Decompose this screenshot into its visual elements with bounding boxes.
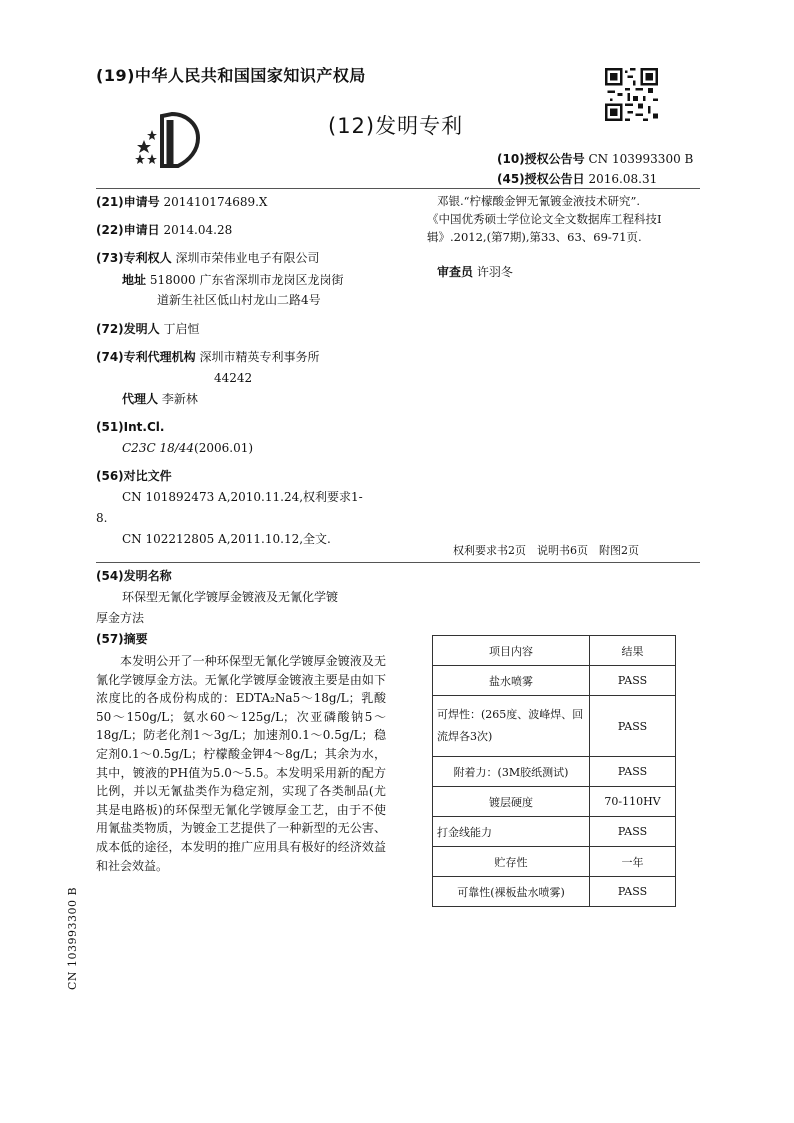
table-row xyxy=(433,847,676,877)
table-header-cell: 结果 xyxy=(590,636,676,666)
address: 地址 518000 广东省深圳市龙岗区龙岗街 xyxy=(122,273,344,287)
cited-document-1: CN 101892473 A,2010.11.24,权利要求1- xyxy=(122,490,363,504)
grant-number: (10)授权公告号 CN 103993300 B xyxy=(497,152,694,166)
test-results-table xyxy=(432,635,676,907)
section-divider xyxy=(96,562,700,563)
address-line2: 道新生社区低山村龙山二路4号 xyxy=(157,293,321,307)
abstract-text: 本发明公开了一种环保型无氰化学镀厚金镀液及无氰化学镀厚金方法。无氰化学镀厚金镀液主要是由如下浓度比的各成份构成的：EDTA₂Na5～18g/L；乳酸50～150g/L；氨水60～125g/L；次亚磷酸钠5～18g/L；防老化剂1～3g/L；加速剂0.1～0.5g/L；稳定剂0.1～0.5g/L；柠檬酸金钾4～8g/L；其余为水，其中，镀液的PH值为5.0～5.5。本发明采用新的配方比例，并以无氰盐类作为稳定剂，实现了各类制品(尤其是电路板)的环保型无氰化学镀厚金工艺，由于不使用氰盐类物质，为镀金工艺提供了一种新型的无公害、成本低的途径，本发明的推广应用具有极好的经济效益和社会效益。 xyxy=(96,654,386,873)
cited-documents-label: (56)对比文件 xyxy=(96,469,172,483)
side-publication-number: CN 103993300 B xyxy=(66,886,79,990)
non-patent-reference: 邓银.“柠檬酸金钾无氰镀金液技术研究”. 《中国优秀硕士学位论文全文数据库工程科技I 辑》.2012,(第7期),第33、63、69-71页. xyxy=(427,194,662,244)
patentee: (73)专利权人 深圳市荣伟业电子有限公司 xyxy=(96,251,320,265)
table-row xyxy=(433,817,676,847)
table-cell-result: PASS xyxy=(590,817,676,847)
invention-title-cont: 厚金方法 xyxy=(96,611,145,625)
application-number: (21)申请号 201410174689.X xyxy=(96,195,268,209)
agency-code: 44242 xyxy=(214,371,253,385)
table-cell-item: 附着力：(3M胶纸测试) xyxy=(433,757,590,787)
qr-code xyxy=(605,68,658,121)
invention-title: 环保型无氰化学镀厚金镀液及无氰化学镀 xyxy=(122,590,339,604)
table-cell-result: PASS xyxy=(590,666,676,696)
table-cell-result: PASS xyxy=(590,877,676,907)
table-cell-result: PASS xyxy=(590,757,676,787)
cnipa-logo xyxy=(132,108,206,168)
cited-document-1-cont: 8. xyxy=(96,511,108,525)
table-row xyxy=(433,877,676,907)
table-row xyxy=(433,666,676,696)
table-header-row xyxy=(433,636,676,666)
page-count: 权利要求书2页 说明书6页 附图2页 xyxy=(453,544,639,557)
table-cell-result: 一年 xyxy=(590,847,676,877)
table-cell-item: 打金线能力 xyxy=(433,817,590,847)
table-cell-item: 可焊性：(265度、波峰焊、回流焊各3次) xyxy=(433,696,590,757)
application-date: (22)申请日 2014.04.28 xyxy=(96,223,233,237)
table-header-cell: 项目内容 xyxy=(433,636,590,666)
table-row xyxy=(433,757,676,787)
grant-date: (45)授权公告日 2016.08.31 xyxy=(497,172,658,186)
examiner: 审查员 许羽冬 xyxy=(437,265,513,279)
table-row xyxy=(433,696,676,757)
patent-agency: (74)专利代理机构 深圳市精英专利事务所 xyxy=(96,350,320,364)
inventor: (72)发明人 丁启恒 xyxy=(96,322,200,336)
table-cell-item: 可靠性(裸板盐水喷雾) xyxy=(433,877,590,907)
table-cell-item: 盐水喷雾 xyxy=(433,666,590,696)
invention-title-label: (54)发明名称 xyxy=(96,569,172,583)
table-cell-result: 70-110HV xyxy=(590,787,676,817)
int-cl-code: C23C 18/44(2006.01) xyxy=(122,441,254,455)
table-row xyxy=(433,787,676,817)
issuing-office: (19)中华人民共和国国家知识产权局 xyxy=(96,66,366,85)
patent-agent: 代理人 李新林 xyxy=(122,392,198,406)
cited-document-2: CN 102212805 A,2011.10.12,全文. xyxy=(122,532,331,546)
table-cell-item: 镀层硬度 xyxy=(433,787,590,817)
document-type: (12)发明专利 xyxy=(328,114,464,138)
table-cell-item: 贮存性 xyxy=(433,847,590,877)
table-cell-result: PASS xyxy=(590,696,676,757)
abstract-label: (57)摘要 xyxy=(96,632,148,646)
int-cl-label: (51)Int.Cl. xyxy=(96,420,165,434)
header-divider xyxy=(96,188,700,189)
